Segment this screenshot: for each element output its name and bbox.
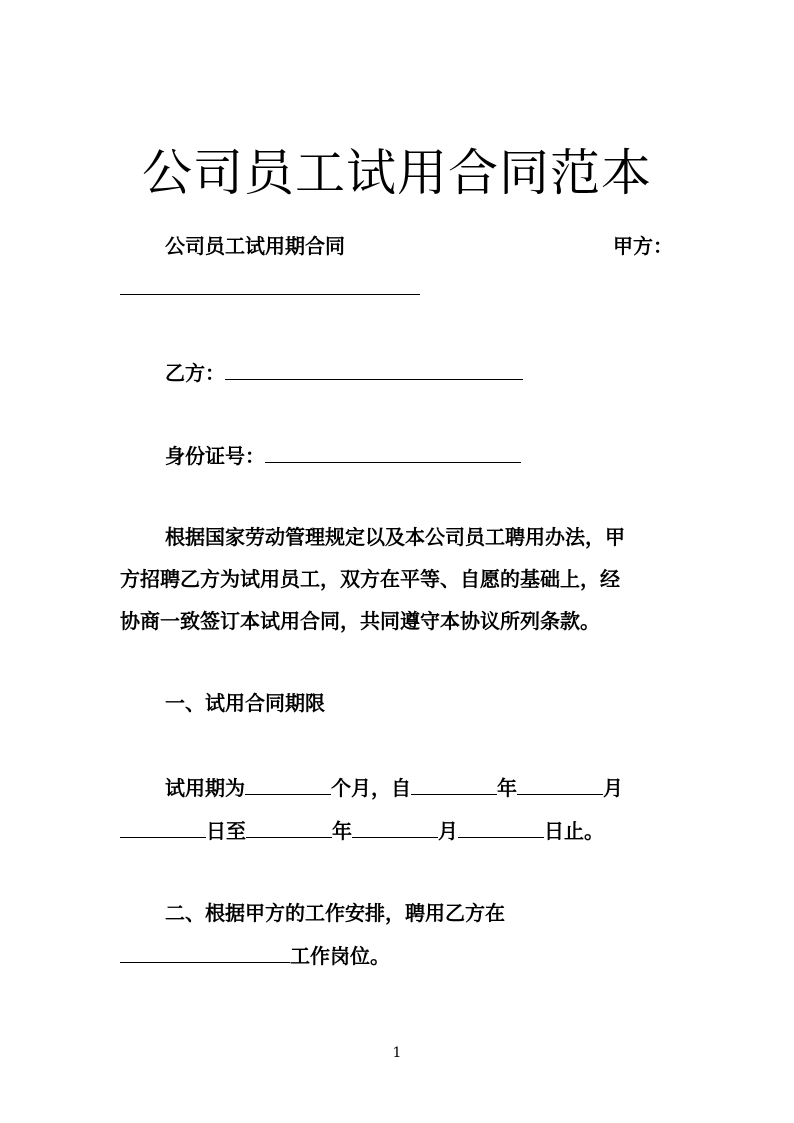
- intro-line-3: 协商一致签订本试用合同，共同遵守本协议所列条款。: [120, 609, 600, 633]
- id-number-label: 身份证号：: [165, 444, 265, 468]
- section-1-line-1: [165, 772, 623, 803]
- id-number-line: [165, 440, 521, 471]
- contract-name: 公司员工试用期合同: [165, 234, 345, 258]
- party-a-label: 甲方：: [613, 234, 673, 258]
- party-b-blank: [225, 357, 523, 380]
- document-title: 公司员工试用合同范本: [142, 144, 652, 202]
- month-label: 月: [603, 776, 623, 800]
- end-month-blank: [352, 815, 438, 838]
- months-from-label: 个月，自: [331, 776, 411, 800]
- page-number: 1: [392, 1045, 402, 1061]
- start-day-blank: [120, 815, 206, 838]
- months-blank: [245, 772, 331, 795]
- section-2-line-2: [120, 940, 390, 971]
- party-b-line: [165, 357, 523, 388]
- intro-line-1: 根据国家劳动管理规定以及本公司员工聘用办法，甲: [165, 525, 625, 549]
- position-label: 工作岗位。: [290, 944, 390, 968]
- party-a-blank: [120, 294, 420, 295]
- party-b-label: 乙方：: [165, 361, 225, 385]
- id-number-blank: [265, 440, 521, 463]
- day-to-label: 日至: [206, 819, 246, 843]
- end-month-label: 月: [438, 819, 458, 843]
- end-year-label: 年: [332, 819, 352, 843]
- section-1-line-2: [120, 815, 604, 846]
- intro-line-2: 方招聘乙方为试用员工，双方在平等、自愿的基础上，经: [120, 567, 620, 591]
- year-label: 年: [497, 776, 517, 800]
- end-year-blank: [246, 815, 332, 838]
- end-day-label: 日止。: [544, 819, 604, 843]
- start-year-blank: [411, 772, 497, 795]
- section-1-heading: 一、试用合同期限: [165, 691, 325, 715]
- start-month-blank: [517, 772, 603, 795]
- end-day-blank: [458, 815, 544, 838]
- position-blank: [120, 940, 290, 963]
- section-2-line-1: 二、根据甲方的工作安排，聘用乙方在: [165, 901, 505, 925]
- trial-period-label: 试用期为: [165, 776, 245, 800]
